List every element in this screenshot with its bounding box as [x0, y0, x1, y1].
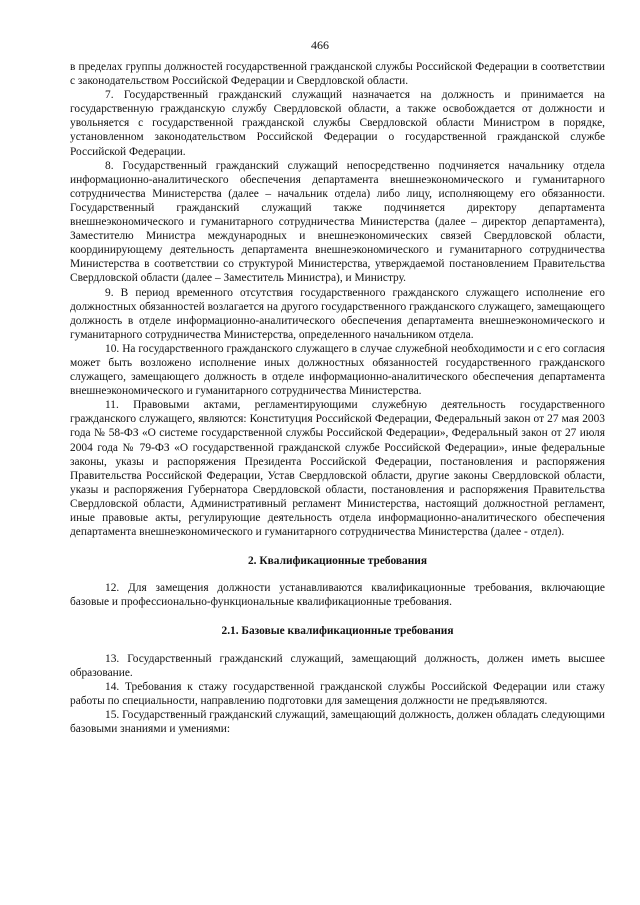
- paragraph-8: 8. Государственный гражданский служащий непосредственно подчиняется начальнику отдела информационно-аналитического обеспечения департамента внешнеэкономического и гуманитарного сотрудничества Министерства (далее – начальник отдела) либо лицу, исполняющему его обязанности. Государственный гражданский служащий также подчиняется директору департамента внешнеэкономического и гуманитарного сотрудничества Министерства (далее – директор департамента), Заместителю Министра международных и внешнеэкономических связей Свердловской области, координирующему деятельность департамента внешнеэкономического и гуманитарного сотрудничества Министерства в соответствии со структурой Министерства, утверждаемой постановлением Правительства Свердловской области (далее – Заместитель Министра), и Министру.: [70, 159, 605, 285]
- paragraph-10: 10. На государственного гражданского служащего в случае служебной необходимости и с его согласия может быть возложено исполнение иных должностных обязанностей государственного гражданского служащего, замещающего должность в отделе информационно-аналитического обеспечения департамента внешнеэкономического и гуманитарного сотрудничества Министерства.: [70, 342, 605, 398]
- section-heading-qualification-requirements: 2. Квалификационные требования: [247, 555, 428, 568]
- paragraph-14: 14. Требования к стажу государственной гражданской службы Российской Федерации или стажу работы по специальности, направлению подготовки для замещения должности не предъявляются.: [70, 680, 605, 707]
- paragraph-12: 12. Для замещения должности устанавливаются квалификационные требования, включающие базовые и профессионально-функциональные квалификационные требования.: [70, 582, 605, 609]
- paragraph-15: 15. Государственный гражданский служащий, замещающий должность, должен обладать следующими базовыми знаниями и умениями:: [70, 708, 605, 736]
- paragraph-7: 7. Государственный гражданский служащий назначается на должность и принимается на государственную гражданскую службу Свердловской области, а также освобождается от должности и увольняется с государственной гражданской службы Свердловской области Министром в порядке, установленном законодательством Российской Федерации о государственной гражданской службе Российской Федерации.: [70, 89, 605, 158]
- paragraph-13: 13. Государственный гражданский служащий, замещающий должность, должен иметь высшее образование.: [70, 652, 605, 679]
- paragraph-9: 9. В период временного отсутствия государственного гражданского служащего исполнение его должностных обязанностей возлагается на другого государственного гражданского служащего, замещающего должность в отделе информационно-аналитического обеспечения департамента внешнеэкономического и гуманитарного сотрудничества Министерства, определенного начальником отдела.: [70, 286, 605, 341]
- document-body: [70, 60, 605, 736]
- paragraph-6-continuation: в пределах группы должностей государственной гражданской службы Российской Федерации в соответствии с законодательством Российской Федерации и Свердловской области.: [70, 61, 605, 88]
- subsection-heading-basic-requirements: 2.1. Базовые квалификационные требования: [221, 625, 454, 638]
- paragraph-11: 11. Правовыми актами, регламентирующими служебную деятельность государственного гражданского служащего, являются: Конституция Российской Федерации, Федеральный закон от 27 мая 2003 года № 58-ФЗ «О системе государственной службы Российской Федерации», Федеральный закон от 27 июля 2004 года № 79-ФЗ «О государственной гражданской службе Российской Федерации», иные федеральные законы, указы и распоряжения Президента Российской Федерации, постановления и распоряжения Правительства Российской Федерации, Устав Свердловской области, другие законы Свердловской области, указы и распоряжения Губернатора Свердловской области, постановления и распоряжения Правительства Свердловской области, Административный регламент Министерства, настоящий должностной регламент, иные правовые акты, регулирующие деятельность отдела информационно-аналитического обеспечения департамента внешнеэкономического и гуманитарного сотрудничества Министерства (далее - отдел).: [70, 399, 605, 539]
- page-number: 466: [311, 38, 329, 52]
